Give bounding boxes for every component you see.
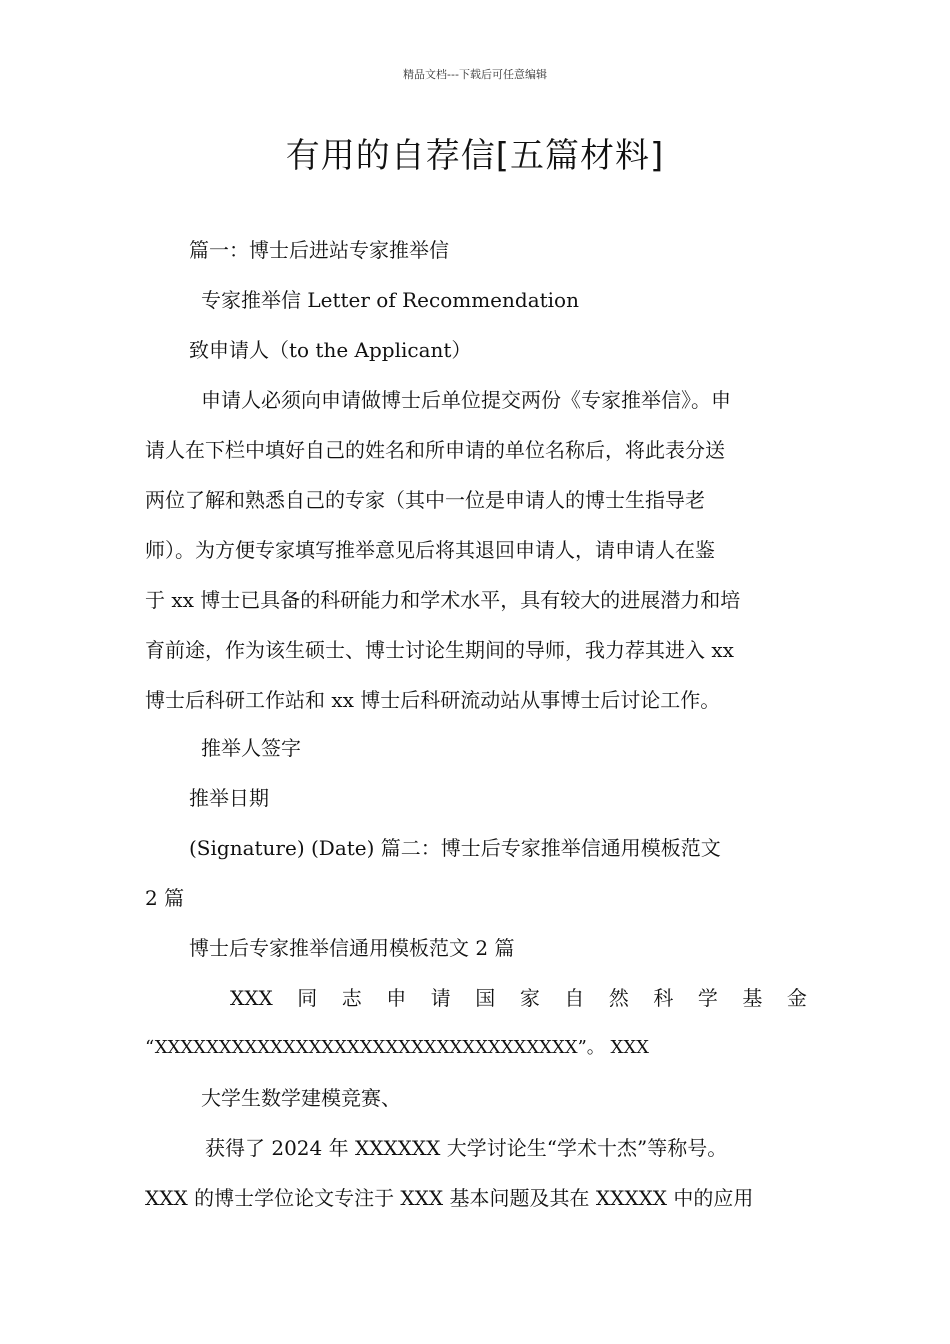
- document-title: 有用的自荐信[五篇材料]: [285, 136, 665, 176]
- word: 同: [297, 986, 318, 1010]
- paragraph-line: 2 篇: [145, 886, 185, 910]
- header-note: 精品文档---下载后可任意编辑: [403, 68, 547, 81]
- word: 家: [519, 986, 540, 1010]
- letter-heading: 专家推举信 Letter of Recommendation: [201, 288, 579, 312]
- paragraph-line: 大学生数学建模竞赛、: [201, 1086, 401, 1110]
- word: 然: [608, 986, 629, 1010]
- paragraph-line: “XXXXXXXXXXXXXXXXXXXXXXXXXXXXXXXXX”。 XXX: [145, 1037, 649, 1058]
- justified-line: [145, 983, 807, 1013]
- word: XXX: [230, 986, 273, 1010]
- word: 基: [742, 986, 763, 1010]
- word: 请: [430, 986, 451, 1010]
- paragraph-line: 两位了解和熟悉自己的专家（其中一位是申请人的博士生指导老: [145, 488, 705, 512]
- signature-date-line: (Signature) (Date) 篇二：博士后专家推举信通用模板范文: [189, 836, 721, 860]
- word: 自: [564, 986, 585, 1010]
- paragraph-line: XXX 的博士学位论文专注于 XXX 基本问题及其在 XXXXX 中的应用: [145, 1186, 754, 1210]
- paragraph-line: 博士后科研工作站和 xx 博士后科研流动站从事博士后讨论工作。: [145, 688, 721, 712]
- section-heading-2: 博士后专家推举信通用模板范文 2 篇: [189, 936, 515, 960]
- paragraph-line: 于 xx 博士已具备的科研能力和学术水平，具有较大的进展潜力和培: [145, 588, 741, 612]
- date-label: 推举日期: [189, 786, 269, 810]
- section-heading-1: 篇一：博士后进站专家推举信: [189, 238, 449, 262]
- word: 国: [475, 986, 496, 1010]
- paragraph-line: 获得了 2024 年 XXXXXX 大学讨论生“学术十杰”等称号。: [205, 1136, 728, 1160]
- word: 金: [786, 986, 807, 1010]
- word: 学: [697, 986, 718, 1010]
- signature-label: 推举人签字: [201, 736, 301, 760]
- paragraph-line: 请人在下栏中填好自己的姓名和所申请的单位名称后，将此表分送: [145, 438, 725, 462]
- word: 志: [341, 986, 362, 1010]
- word: 申: [386, 986, 407, 1010]
- paragraph-line: 申请人必须向申请做博士后单位提交两份《专家推举信》。申: [201, 388, 731, 412]
- word: 科: [653, 986, 674, 1010]
- paragraph-line: 育前途，作为该生硕士、博士讨论生期间的导师，我力荐其进入 xx: [145, 638, 734, 662]
- paragraph-line: 师）。为方便专家填写推举意见后将其退回申请人，请申请人在鉴: [145, 538, 715, 562]
- applicant-heading: 致申请人（to the Applicant）: [189, 338, 472, 362]
